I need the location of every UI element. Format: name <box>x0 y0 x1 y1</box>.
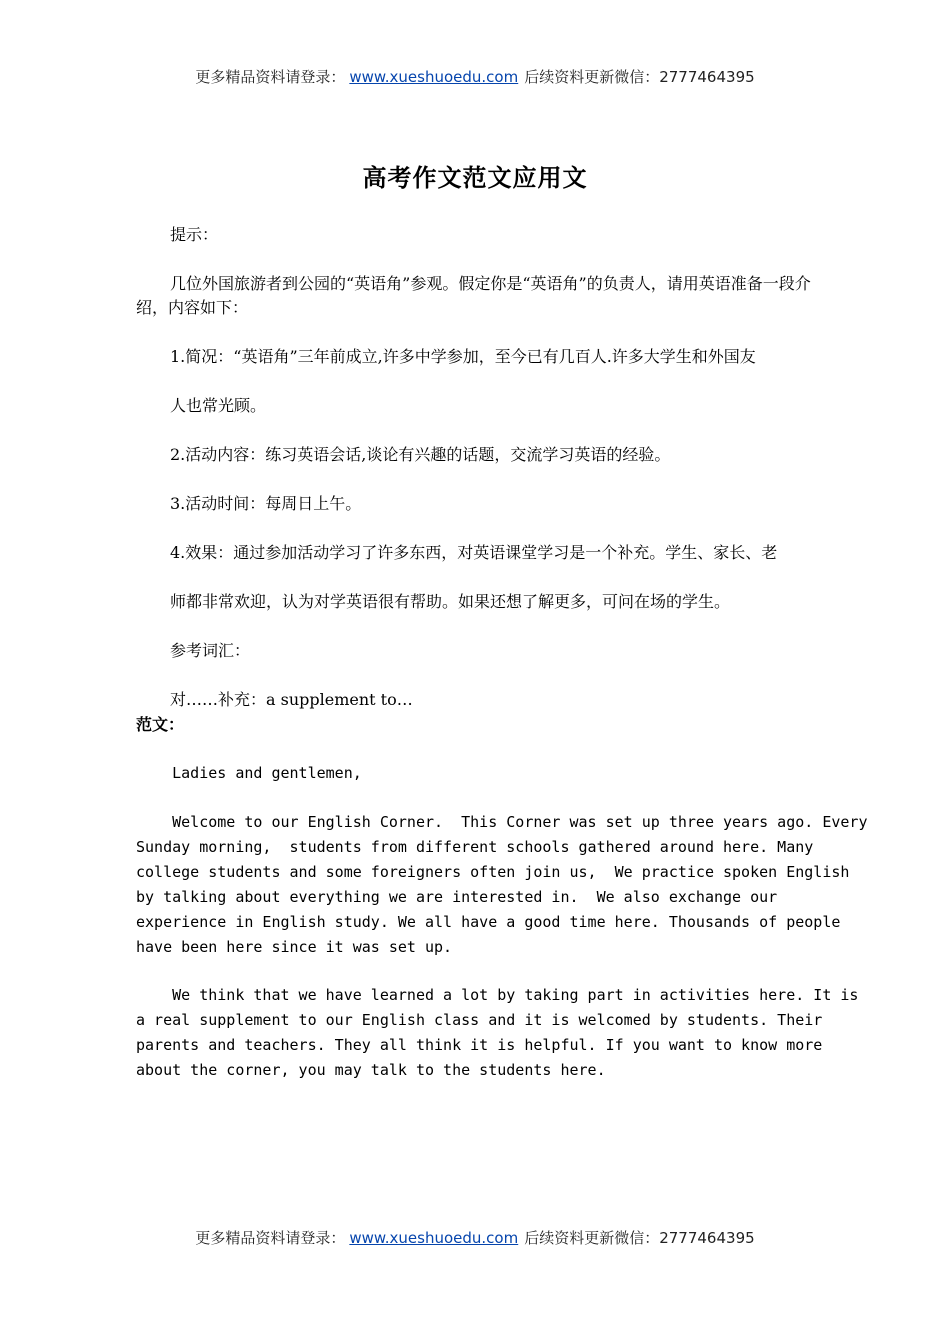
page-footer <box>0 1227 950 1248</box>
page-header <box>0 66 950 87</box>
prompt-item-4-line-1: 4.效果：通过参加活动学习了许多东西，对英语课堂学习是一个补充。学生、家长、老 <box>170 543 778 562</box>
sample-paragraph-2: We think that we have learned a lot by taking part in activities here. It is a real supplement to our English class and it is welcomed by students. Their parents and teachers. They all think it is helpful. If you want to know more about the corner, you may talk to the students here. <box>136 986 859 1079</box>
prompt-item-1-line-2: 人也常光顾。 <box>170 396 267 415</box>
sample-greeting: Ladies and gentlemen, <box>136 764 362 782</box>
sample-paragraph-1: Welcome to our English Corner. This Corner was set up three years ago. Every Sunday morning, students from different schools gathered around here. Many college students and some foreigners often join us, We practice spoken English by talking about everything we are interested in. We also exchange our experience in English study. We all have a good time here. Thousands of people have been here since it was set up. <box>136 813 868 956</box>
header-site-link[interactable]: www.xueshuoedu.com <box>349 68 519 86</box>
footer-site-link[interactable]: www.xueshuoedu.com <box>349 1229 519 1247</box>
header-prefix: 更多精品资料请登录： <box>195 68 346 86</box>
footer-prefix: 更多精品资料请登录： <box>195 1229 346 1247</box>
vocab-entry: 对……补充：a supplement to… <box>170 690 413 709</box>
hint-label: 提示： <box>170 225 219 244</box>
document-title: 高考作文范文应用文 <box>362 164 588 192</box>
vocab-label: 参考词汇： <box>170 641 251 660</box>
footer-suffix: 后续资料更新微信：2777464395 <box>524 1229 755 1247</box>
prompt-item-3: 3.活动时间：每周日上午。 <box>170 494 362 513</box>
prompt-intro: 几位外国旅游者到公园的“英语角”参观。假定你是“英语角”的负责人，请用英语准备一段介绍，内容如下： <box>136 274 811 317</box>
prompt-item-1-line-1: 1.简况：“英语角”三年前成立,许多中学参加，至今已有几百人.许多大学生和外国友 <box>170 347 756 366</box>
header-suffix: 后续资料更新微信：2777464395 <box>524 68 755 86</box>
sample-label: 范文： <box>136 715 185 734</box>
prompt-item-4-line-2: 师都非常欢迎，认为对学英语很有帮助。如果还想了解更多，可问在场的学生。 <box>170 592 731 611</box>
prompt-item-2: 2.活动内容：练习英语会话,谈论有兴趣的话题，交流学习英语的经验。 <box>170 445 671 464</box>
